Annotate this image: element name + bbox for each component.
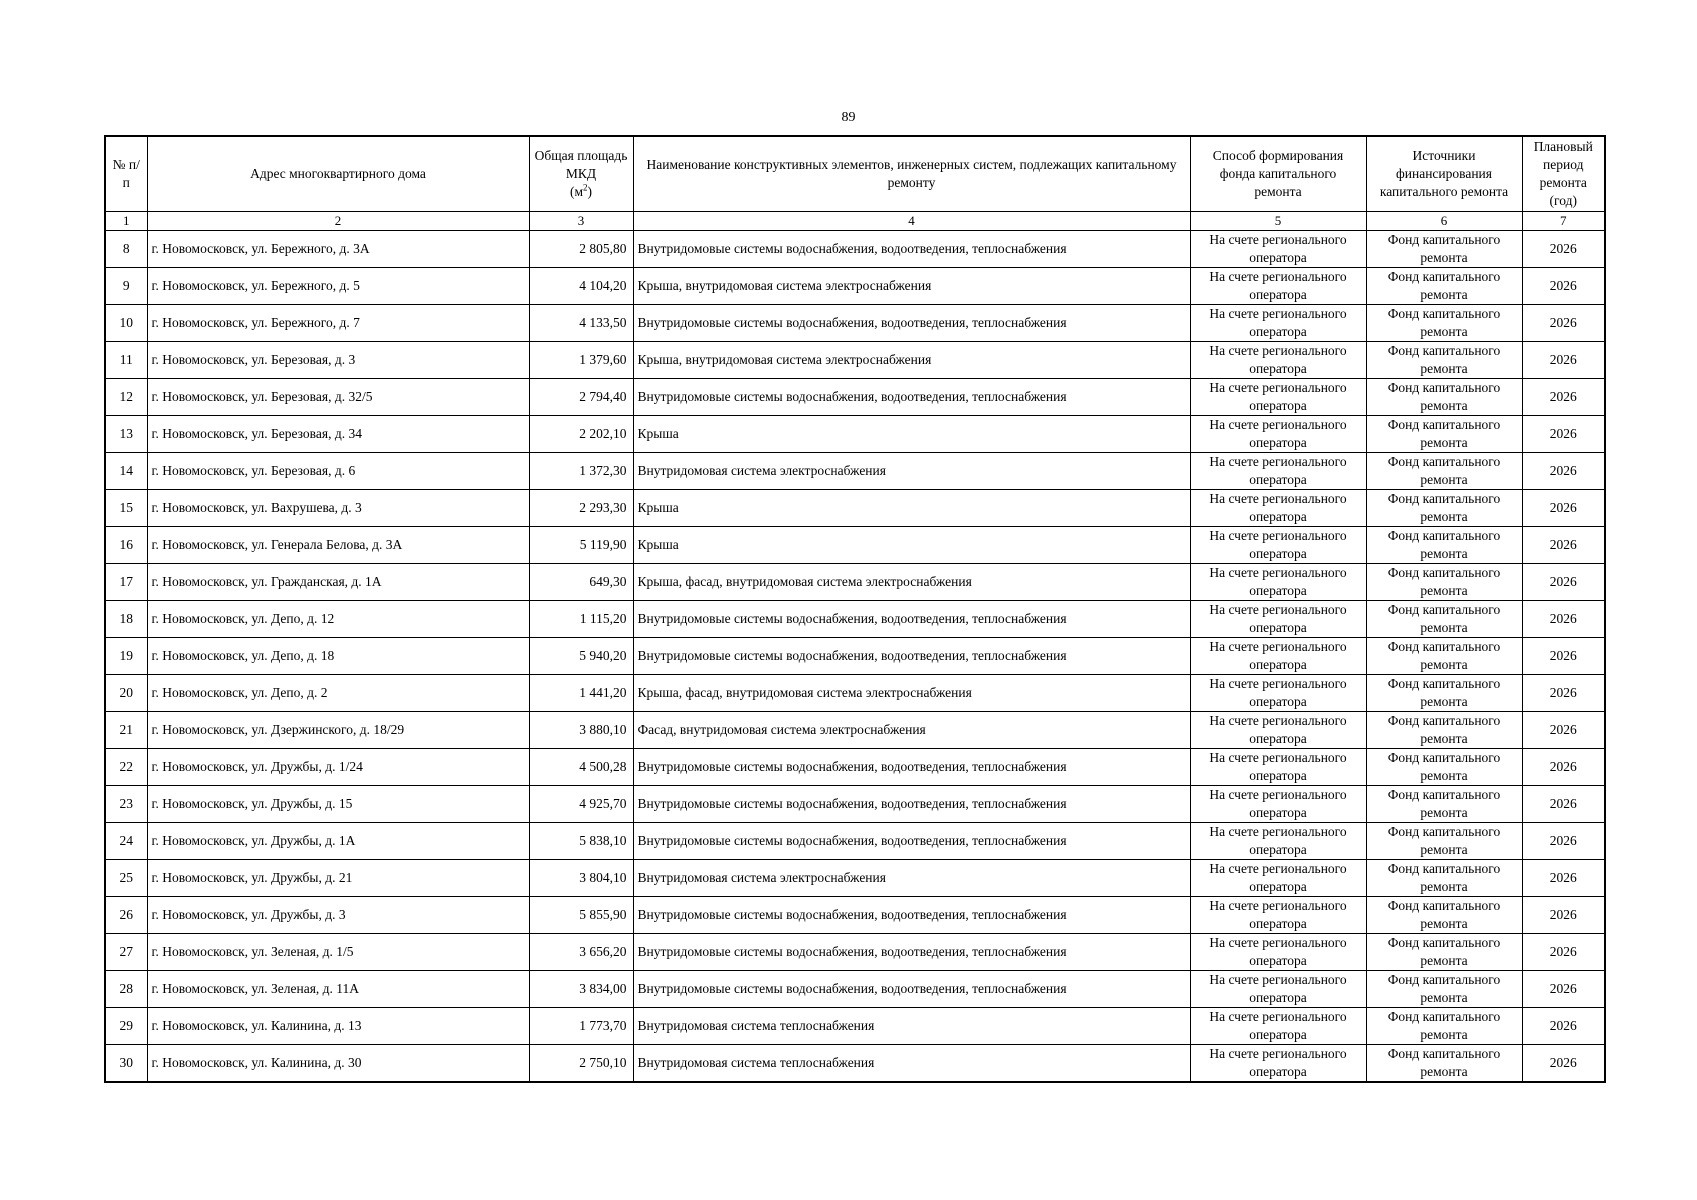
cell-area: 2 805,80	[529, 231, 633, 268]
cell-method: На счете регионального оператора	[1190, 416, 1366, 453]
table-row	[105, 490, 1605, 527]
cell-year: 2026	[1522, 860, 1605, 897]
table-row	[105, 268, 1605, 305]
cell-source: Фонд капитального ремонта	[1366, 749, 1522, 786]
cell-year: 2026	[1522, 453, 1605, 490]
cell-year: 2026	[1522, 823, 1605, 860]
cell-elements: Внутридомовые системы водоснабжения, водоотведения, теплоснабжения	[633, 934, 1190, 971]
cell-address: г. Новомосковск, ул. Гражданская, д. 1А	[147, 564, 529, 601]
cell-area: 5 838,10	[529, 823, 633, 860]
cell-year: 2026	[1522, 638, 1605, 675]
cell-method: На счете регионального оператора	[1190, 379, 1366, 416]
cell-num: 19	[105, 638, 147, 675]
cell-num: 15	[105, 490, 147, 527]
cell-source: Фонд капитального ремонта	[1366, 379, 1522, 416]
cell-elements: Внутридомовые системы водоснабжения, водоотведения, теплоснабжения	[633, 305, 1190, 342]
cell-address: г. Новомосковск, ул. Березовая, д. 32/5	[147, 379, 529, 416]
cell-num: 25	[105, 860, 147, 897]
cell-elements: Крыша	[633, 416, 1190, 453]
cell-source: Фонд капитального ремонта	[1366, 823, 1522, 860]
column-number: 2	[147, 212, 529, 231]
cell-num: 20	[105, 675, 147, 712]
cell-elements: Внутридомовые системы водоснабжения, водоотведения, теплоснабжения	[633, 971, 1190, 1008]
table-row	[105, 971, 1605, 1008]
cell-elements: Внутридомовые системы водоснабжения, водоотведения, теплоснабжения	[633, 638, 1190, 675]
cell-method: На счете регионального оператора	[1190, 934, 1366, 971]
repair-program-table	[104, 135, 1606, 1083]
cell-method: На счете регионального оператора	[1190, 971, 1366, 1008]
table-row	[105, 786, 1605, 823]
cell-source: Фонд капитального ремонта	[1366, 453, 1522, 490]
cell-method: На счете регионального оператора	[1190, 675, 1366, 712]
cell-elements: Внутридомовая система теплоснабжения	[633, 1008, 1190, 1045]
cell-source: Фонд капитального ремонта	[1366, 564, 1522, 601]
cell-method: На счете регионального оператора	[1190, 897, 1366, 934]
cell-elements: Фасад, внутридомовая система электроснабжения	[633, 712, 1190, 749]
cell-elements: Внутридомовые системы водоснабжения, водоотведения, теплоснабжения	[633, 749, 1190, 786]
cell-area: 649,30	[529, 564, 633, 601]
cell-elements: Внутридомовые системы водоснабжения, водоотведения, теплоснабжения	[633, 786, 1190, 823]
cell-method: На счете регионального оператора	[1190, 490, 1366, 527]
cell-source: Фонд капитального ремонта	[1366, 231, 1522, 268]
cell-year: 2026	[1522, 971, 1605, 1008]
cell-year: 2026	[1522, 305, 1605, 342]
header-area-label: Общая площадь МКД	[534, 148, 628, 181]
cell-elements: Крыша, фасад, внутридомовая система электроснабжения	[633, 675, 1190, 712]
cell-method: На счете регионального оператора	[1190, 1008, 1366, 1045]
cell-address: г. Новомосковск, ул. Бережного, д. 3А	[147, 231, 529, 268]
table-row	[105, 1045, 1605, 1083]
cell-address: г. Новомосковск, ул. Березовая, д. 6	[147, 453, 529, 490]
cell-source: Фонд капитального ремонта	[1366, 490, 1522, 527]
cell-address: г. Новомосковск, ул. Березовая, д. 34	[147, 416, 529, 453]
header-period: Плановый период ремонта (год)	[1522, 136, 1605, 212]
cell-address: г. Новомосковск, ул. Депо, д. 2	[147, 675, 529, 712]
cell-num: 18	[105, 601, 147, 638]
cell-area: 1 773,70	[529, 1008, 633, 1045]
cell-address: г. Новомосковск, ул. Дружбы, д. 1/24	[147, 749, 529, 786]
cell-elements: Внутридомовая система электроснабжения	[633, 453, 1190, 490]
cell-year: 2026	[1522, 416, 1605, 453]
cell-method: На счете регионального оператора	[1190, 564, 1366, 601]
cell-address: г. Новомосковск, ул. Калинина, д. 30	[147, 1045, 529, 1083]
cell-source: Фонд капитального ремонта	[1366, 786, 1522, 823]
table-row	[105, 638, 1605, 675]
cell-area: 4 500,28	[529, 749, 633, 786]
cell-num: 24	[105, 823, 147, 860]
header-num: № п/п	[105, 136, 147, 212]
cell-address: г. Новомосковск, ул. Бережного, д. 5	[147, 268, 529, 305]
cell-source: Фонд капитального ремонта	[1366, 305, 1522, 342]
cell-method: На счете регионального оператора	[1190, 527, 1366, 564]
cell-source: Фонд капитального ремонта	[1366, 1045, 1522, 1083]
table-row	[105, 342, 1605, 379]
cell-source: Фонд капитального ремонта	[1366, 416, 1522, 453]
cell-elements: Внутридомовые системы водоснабжения, водоотведения, теплоснабжения	[633, 379, 1190, 416]
cell-area: 4 925,70	[529, 786, 633, 823]
cell-method: На счете регионального оператора	[1190, 786, 1366, 823]
page-number: 89	[841, 110, 856, 125]
cell-elements: Внутридомовая система электроснабжения	[633, 860, 1190, 897]
cell-address: г. Новомосковск, ул. Дружбы, д. 15	[147, 786, 529, 823]
table-body	[105, 231, 1605, 1083]
cell-method: На счете регионального оператора	[1190, 601, 1366, 638]
cell-num: 29	[105, 1008, 147, 1045]
cell-address: г. Новомосковск, ул. Депо, д. 18	[147, 638, 529, 675]
cell-num: 8	[105, 231, 147, 268]
cell-elements: Внутридомовая система теплоснабжения	[633, 1045, 1190, 1083]
cell-num: 11	[105, 342, 147, 379]
cell-elements: Внутридомовые системы водоснабжения, водоотведения, теплоснабжения	[633, 231, 1190, 268]
header-area	[529, 136, 633, 212]
cell-source: Фонд капитального ремонта	[1366, 934, 1522, 971]
cell-year: 2026	[1522, 897, 1605, 934]
cell-area: 4 104,20	[529, 268, 633, 305]
cell-area: 1 372,30	[529, 453, 633, 490]
cell-method: На счете регионального оператора	[1190, 712, 1366, 749]
column-number: 7	[1522, 212, 1605, 231]
cell-area: 5 119,90	[529, 527, 633, 564]
cell-elements: Внутридомовые системы водоснабжения, водоотведения, теплоснабжения	[633, 897, 1190, 934]
cell-source: Фонд капитального ремонта	[1366, 342, 1522, 379]
cell-num: 13	[105, 416, 147, 453]
cell-year: 2026	[1522, 749, 1605, 786]
cell-year: 2026	[1522, 527, 1605, 564]
cell-area: 5 940,20	[529, 638, 633, 675]
cell-address: г. Новомосковск, ул. Депо, д. 12	[147, 601, 529, 638]
cell-address: г. Новомосковск, ул. Дружбы, д. 21	[147, 860, 529, 897]
cell-num: 28	[105, 971, 147, 1008]
cell-method: На счете регионального оператора	[1190, 453, 1366, 490]
table-row	[105, 823, 1605, 860]
cell-method: На счете регионального оператора	[1190, 342, 1366, 379]
table-row	[105, 897, 1605, 934]
cell-num: 17	[105, 564, 147, 601]
table-row	[105, 601, 1605, 638]
cell-address: г. Новомосковск, ул. Березовая, д. 3	[147, 342, 529, 379]
cell-method: На счете регионального оператора	[1190, 823, 1366, 860]
cell-method: На счете регионального оператора	[1190, 638, 1366, 675]
cell-address: г. Новомосковск, ул. Дружбы, д. 1А	[147, 823, 529, 860]
cell-source: Фонд капитального ремонта	[1366, 1008, 1522, 1045]
cell-num: 22	[105, 749, 147, 786]
cell-address: г. Новомосковск, ул. Бережного, д. 7	[147, 305, 529, 342]
table-row	[105, 379, 1605, 416]
cell-source: Фонд капитального ремонта	[1366, 601, 1522, 638]
cell-source: Фонд капитального ремонта	[1366, 971, 1522, 1008]
header-elements: Наименование конструктивных элементов, инженерных систем, подлежащих капитальному ремонту	[633, 136, 1190, 212]
header-sources: Источники финансирования капитального ремонта	[1366, 136, 1522, 212]
cell-area: 2 293,30	[529, 490, 633, 527]
header-area-unit-suffix: )	[587, 184, 593, 199]
cell-address: г. Новомосковск, ул. Зеленая, д. 11А	[147, 971, 529, 1008]
cell-area: 1 379,60	[529, 342, 633, 379]
header-area-unit-sup: 2	[583, 182, 588, 193]
column-number: 3	[529, 212, 633, 231]
column-number: 6	[1366, 212, 1522, 231]
column-number: 4	[633, 212, 1190, 231]
cell-year: 2026	[1522, 712, 1605, 749]
cell-method: На счете регионального оператора	[1190, 1045, 1366, 1083]
cell-area: 3 804,10	[529, 860, 633, 897]
cell-method: На счете регионального оператора	[1190, 268, 1366, 305]
cell-area: 2 202,10	[529, 416, 633, 453]
cell-year: 2026	[1522, 268, 1605, 305]
cell-elements: Внутридомовые системы водоснабжения, водоотведения, теплоснабжения	[633, 823, 1190, 860]
column-number: 1	[105, 212, 147, 231]
cell-num: 16	[105, 527, 147, 564]
cell-area: 1 115,20	[529, 601, 633, 638]
table-row	[105, 749, 1605, 786]
table-row	[105, 564, 1605, 601]
cell-year: 2026	[1522, 675, 1605, 712]
cell-source: Фонд капитального ремонта	[1366, 675, 1522, 712]
cell-elements: Крыша, фасад, внутридомовая система электроснабжения	[633, 564, 1190, 601]
cell-area: 3 656,20	[529, 934, 633, 971]
cell-method: На счете регионального оператора	[1190, 749, 1366, 786]
cell-address: г. Новомосковск, ул. Дзержинского, д. 18/29	[147, 712, 529, 749]
cell-elements: Крыша, внутридомовая система электроснабжения	[633, 268, 1190, 305]
cell-source: Фонд капитального ремонта	[1366, 268, 1522, 305]
column-number-row	[105, 212, 1605, 231]
cell-num: 10	[105, 305, 147, 342]
cell-num: 12	[105, 379, 147, 416]
cell-elements: Внутридомовые системы водоснабжения, водоотведения, теплоснабжения	[633, 601, 1190, 638]
column-number: 5	[1190, 212, 1366, 231]
cell-source: Фонд капитального ремонта	[1366, 712, 1522, 749]
cell-area: 5 855,90	[529, 897, 633, 934]
cell-num: 21	[105, 712, 147, 749]
header-address: Адрес многоквартирного дома	[147, 136, 529, 212]
cell-year: 2026	[1522, 601, 1605, 638]
cell-area: 2 750,10	[529, 1045, 633, 1083]
cell-address: г. Новомосковск, ул. Генерала Белова, д. 3А	[147, 527, 529, 564]
cell-source: Фонд капитального ремонта	[1366, 897, 1522, 934]
cell-num: 14	[105, 453, 147, 490]
cell-year: 2026	[1522, 1008, 1605, 1045]
table-row	[105, 1008, 1605, 1045]
cell-elements: Крыша, внутридомовая система электроснабжения	[633, 342, 1190, 379]
table-row	[105, 934, 1605, 971]
cell-year: 2026	[1522, 231, 1605, 268]
cell-year: 2026	[1522, 564, 1605, 601]
cell-address: г. Новомосковск, ул. Дружбы, д. 3	[147, 897, 529, 934]
cell-address: г. Новомосковск, ул. Зеленая, д. 1/5	[147, 934, 529, 971]
cell-area: 1 441,20	[529, 675, 633, 712]
cell-year: 2026	[1522, 1045, 1605, 1083]
cell-source: Фонд капитального ремонта	[1366, 638, 1522, 675]
cell-area: 2 794,40	[529, 379, 633, 416]
cell-method: На счете регионального оператора	[1190, 860, 1366, 897]
cell-num: 23	[105, 786, 147, 823]
cell-num: 9	[105, 268, 147, 305]
cell-method: На счете регионального оператора	[1190, 231, 1366, 268]
cell-area: 3 880,10	[529, 712, 633, 749]
cell-elements: Крыша	[633, 490, 1190, 527]
table-row	[105, 305, 1605, 342]
table-row	[105, 527, 1605, 564]
cell-area: 3 834,00	[529, 971, 633, 1008]
cell-num: 30	[105, 1045, 147, 1083]
table-row	[105, 860, 1605, 897]
cell-year: 2026	[1522, 490, 1605, 527]
header-area-unit-prefix: (м	[569, 184, 584, 199]
table-row	[105, 231, 1605, 268]
cell-year: 2026	[1522, 342, 1605, 379]
table-row	[105, 453, 1605, 490]
cell-num: 26	[105, 897, 147, 934]
cell-source: Фонд капитального ремонта	[1366, 527, 1522, 564]
cell-method: На счете регионального оператора	[1190, 305, 1366, 342]
cell-source: Фонд капитального ремонта	[1366, 860, 1522, 897]
table-row	[105, 416, 1605, 453]
cell-elements: Крыша	[633, 527, 1190, 564]
cell-year: 2026	[1522, 786, 1605, 823]
cell-num: 27	[105, 934, 147, 971]
cell-area: 4 133,50	[529, 305, 633, 342]
table-row	[105, 712, 1605, 749]
table-row	[105, 675, 1605, 712]
header-method: Способ формирования фонда капитального ремонта	[1190, 136, 1366, 212]
cell-year: 2026	[1522, 934, 1605, 971]
cell-address: г. Новомосковск, ул. Вахрушева, д. 3	[147, 490, 529, 527]
table-header-row	[105, 136, 1605, 212]
cell-year: 2026	[1522, 379, 1605, 416]
cell-address: г. Новомосковск, ул. Калинина, д. 13	[147, 1008, 529, 1045]
